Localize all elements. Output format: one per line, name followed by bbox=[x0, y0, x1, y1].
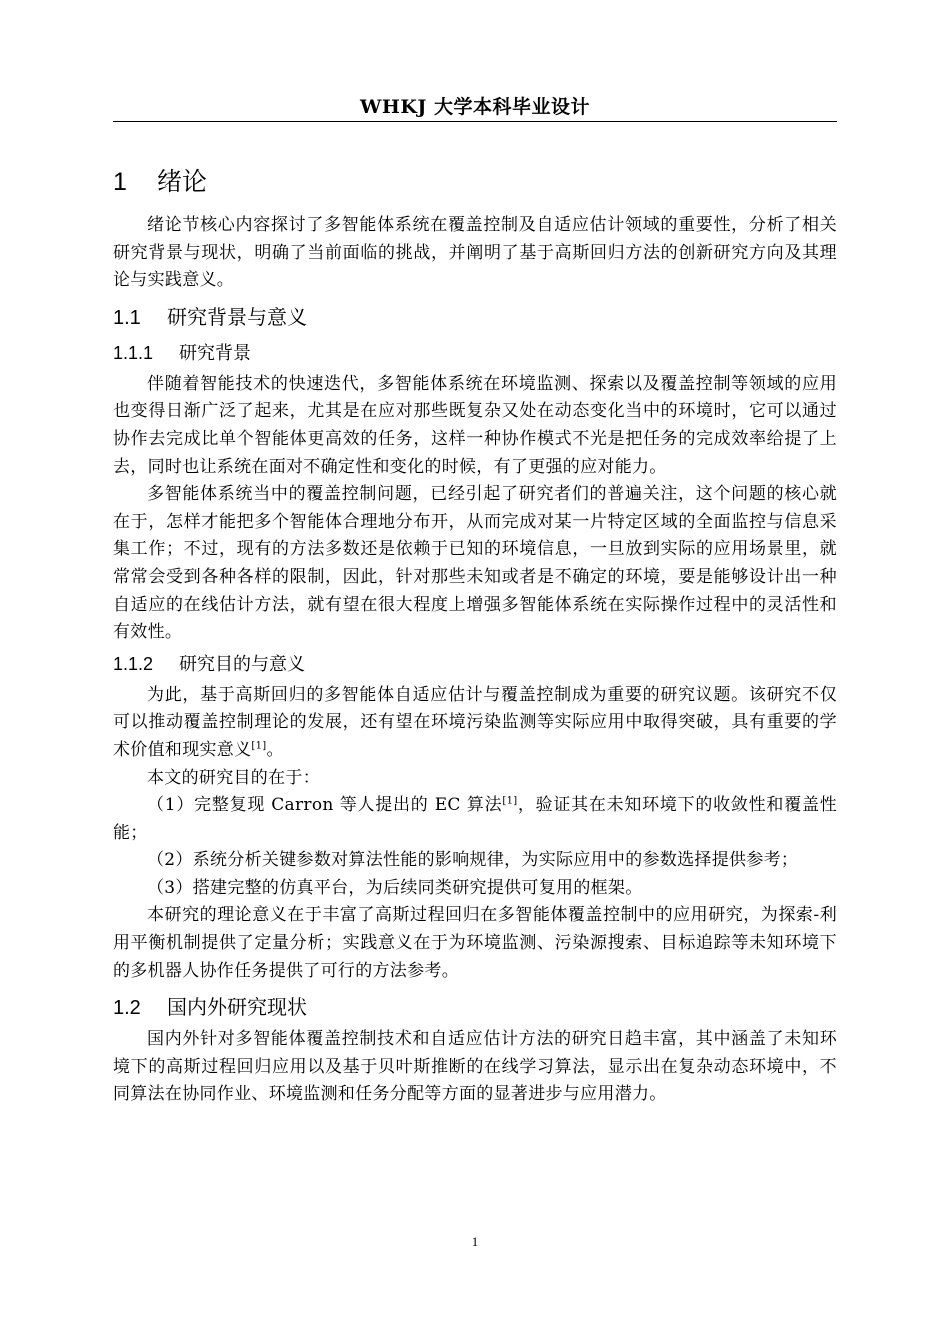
citation-ref: [1] bbox=[251, 740, 267, 752]
list-item-3: （3）搭建完整的仿真平台，为后续同类研究提供可复用的框架。 bbox=[147, 877, 643, 898]
chapter-heading bbox=[113, 160, 837, 204]
subsection-number: 1.1.1 bbox=[113, 342, 154, 363]
background-paragraph-2: 多智能体系统当中的覆盖控制问题，已经引起了研究者们的普遍关注，这个问题的核心就在于，怎样才能把多个智能体合理地分布开，从而完成对某一片特定区域的全面监控与信息采集工作；不过，现有的方法多数还是依赖于已知的环境信息，一旦放到实际的应用场景里，就常常会受到各种各样的限制，因此，针对那些未知或者是不确定的环境，要是能够设计出一种自适应的在线估计方法，就有望在很大程度上增强多智能体系统在实际操作过程中的灵活性和有效性。 bbox=[113, 484, 837, 643]
list-item-2: （2）系统分析关键参数对算法性能的影响规律，为实际应用中的参数选择提供参考； bbox=[147, 850, 799, 871]
section-heading-1-1 bbox=[113, 299, 837, 336]
purpose-text-end: 。 bbox=[266, 739, 284, 760]
citation-ref: [1] bbox=[502, 795, 518, 807]
list-item-text-end: ，验证其在未知环境下的收敛性和覆盖性能； bbox=[113, 795, 837, 843]
subsection-title: 研究背景 bbox=[179, 342, 251, 364]
section-number: 1.2 bbox=[113, 997, 141, 1020]
page-number: 1 bbox=[471, 1234, 479, 1249]
subsection-heading-1-1-1 bbox=[113, 336, 837, 371]
purpose-text: 为此，基于高斯回归的多智能体自适应估计与覆盖控制成为重要的研究议题。该研究不仅可以推动覆盖控制理论的发展，还有望在环境污染监测等实际应用中取得突破，具有重要的学术价值和现实意义 bbox=[113, 684, 837, 760]
page-body bbox=[113, 160, 837, 1109]
section-heading-1-2 bbox=[113, 989, 837, 1026]
subsection-heading-1-1-2 bbox=[113, 647, 837, 682]
list-item-text: （1）完整复现 Carron 等人提出的 EC 算法 bbox=[147, 795, 503, 816]
list-item-1 bbox=[113, 792, 837, 847]
chapter-number: 1 bbox=[113, 168, 127, 196]
chapter-title: 绪论 bbox=[157, 167, 208, 196]
research-status-paragraph: 国内外针对多智能体覆盖控制技术和自适应估计方法的研究日趋丰富，其中涵盖了未知环境下的高斯过程回归应用以及基于贝叶斯推断的在线学习算法，显示出在复杂动态环境中，不同算法在协同作业、环境监测和任务分配等方面的显著进步与应用潜力。 bbox=[113, 1029, 837, 1105]
running-header: WHKJ 大学本科毕业设计 bbox=[360, 96, 590, 118]
purpose-paragraph bbox=[113, 682, 837, 765]
subsection-number: 1.1.2 bbox=[113, 653, 154, 674]
purpose-lead: 本文的研究目的在于： bbox=[147, 767, 320, 788]
section-title: 研究背景与意义 bbox=[167, 304, 307, 329]
section-number: 1.1 bbox=[113, 306, 141, 329]
section-title: 国内外研究现状 bbox=[167, 995, 307, 1020]
subsection-title: 研究目的与意义 bbox=[179, 653, 305, 675]
header-rule bbox=[113, 121, 837, 122]
background-paragraph-1: 伴随着智能技术的快速迭代，多智能体系统在环境监测、探索以及覆盖控制等领域的应用也变得日渐广泛了起来，尤其是在应对那些既复杂又处在动态变化当中的环境时，它可以通过协作去完成比单个智能体更高效的任务，这样一种协作模式不光是把任务的完成效率给提了上去，同时也让系统在面对不确定性和变化的时候，有了更强的应对能力。 bbox=[113, 373, 837, 477]
intro-paragraph: 绪论节核心内容探讨了多智能体系统在覆盖控制及自适应估计领域的重要性，分析了相关研究背景与现状，明确了当前面临的挑战，并阐明了基于高斯回归方法的创新研究方向及其理论与实践意义。 bbox=[113, 215, 837, 291]
significance-paragraph: 本研究的理论意义在于丰富了高斯过程回归在多智能体覆盖控制中的应用研究，为探索-利用平衡机制提供了定量分析；实践意义在于为环境监测、污染源搜索、目标追踪等未知环境下的多机器人协作任务提供了可行的方法参考。 bbox=[113, 905, 837, 981]
